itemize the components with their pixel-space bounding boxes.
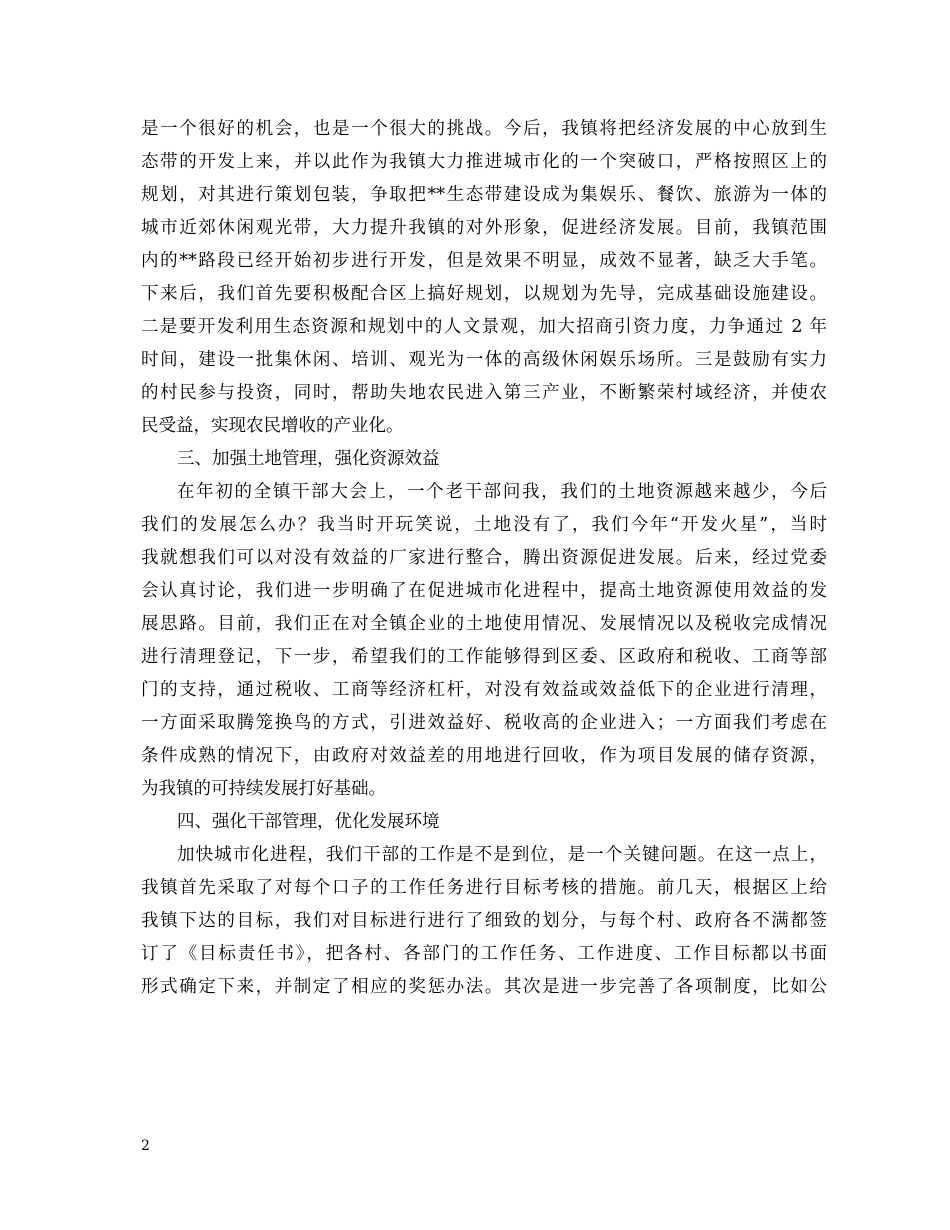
- text-line: 态带的开发上来，并以此作为我镇大力推进城市化的一个突破口，严格按照区上的: [141, 152, 827, 172]
- text-line: 订了《目标责任书》，把各村、各部门的工作任务、工作进度、工作目标都以书面: [141, 944, 827, 964]
- section-heading: 三、加强土地管理，强化资源效益: [177, 449, 440, 469]
- text-line: 我们的发展怎么办？我当时开玩笑说，土地没有了，我们今年“开发火星”，当时: [141, 515, 827, 535]
- text-line: 形式确定下来，并制定了相应的奖惩办法。其次是进一步完善了各项制度，比如公: [141, 977, 827, 997]
- text-line: 我就想我们可以对没有效益的厂家进行整合，腾出资源促进发展。后来，经过党委: [141, 548, 827, 568]
- text-line: 民受益，实现农民增收的产业化。: [141, 416, 404, 436]
- text-line: 一方面采取腾笼换鸟的方式，引进效益好、税收高的企业进入；一方面我们考虑在: [141, 713, 827, 733]
- text-line: 二是要开发利用生态资源和规划中的人文景观，加大招商引资力度，力争通过 2 年: [141, 317, 827, 337]
- text-line: 会认真讨论，我们进一步明确了在促进城市化进程中，提高土地资源使用效益的发: [141, 581, 827, 601]
- text-line: 是一个很好的机会，也是一个很大的挑战。今后，我镇将把经济发展的中心放到生: [141, 119, 827, 139]
- text-line: 进行清理登记，下一步，希望我们的工作能够得到区委、区政府和税收、工商等部: [141, 647, 827, 667]
- text-line: 城市近郊休闲观光带，大力提升我镇的对外形象，促进经济发展。目前，我镇范围: [141, 218, 827, 238]
- text-line: 时间，建设一批集休闲、培训、观光为一体的高级休闲娱乐场所。三是鼓励有实力: [141, 350, 827, 370]
- text-line: 在年初的全镇干部大会上，一个老干部问我，我们的土地资源越来越少，今后: [177, 482, 827, 502]
- text-line: 规划，对其进行策划包装，争取把**生态带建设成为集娱乐、餐饮、旅游为一体的: [141, 185, 827, 205]
- section-heading: 四、强化干部管理，优化发展环境: [177, 812, 440, 832]
- text-line: 的村民参与投资，同时，帮助失地农民进入第三产业，不断繁荣村域经济，并使农: [141, 383, 827, 403]
- text-line: 门的支持，通过税收、工商等经济杠杆，对没有效益或效益低下的企业进行清理，: [141, 680, 827, 700]
- text-line: 我镇下达的目标，我们对目标进行进行了细致的划分，与每个村、政府各不满都签: [141, 911, 827, 931]
- text-line: 加快城市化进程，我们干部的工作是不是到位，是一个关键问题。在这一点上，: [177, 845, 827, 865]
- text-line: 内的**路段已经开始初步进行开发，但是效果不明显，成效不显著，缺乏大手笔。: [141, 251, 827, 271]
- page-number: 2: [141, 1138, 150, 1154]
- text-line: 展思路。目前，我们正在对全镇企业的土地使用情况、发展情况以及税收完成情况: [141, 614, 827, 634]
- body-text: [141, 113, 827, 1004]
- text-line: 条件成熟的情况下，由政府对效益差的用地进行回收，作为项目发展的储存资源，: [141, 746, 827, 766]
- text-line: 下来后，我们首先要积极配合区上搞好规划，以规划为先导，完成基础设施建设。: [141, 284, 827, 304]
- text-line: 为我镇的可持续发展打好基础。: [141, 779, 386, 799]
- text-line: 我镇首先采取了对每个口子的工作任务进行目标考核的措施。前几天，根据区上给: [141, 878, 827, 898]
